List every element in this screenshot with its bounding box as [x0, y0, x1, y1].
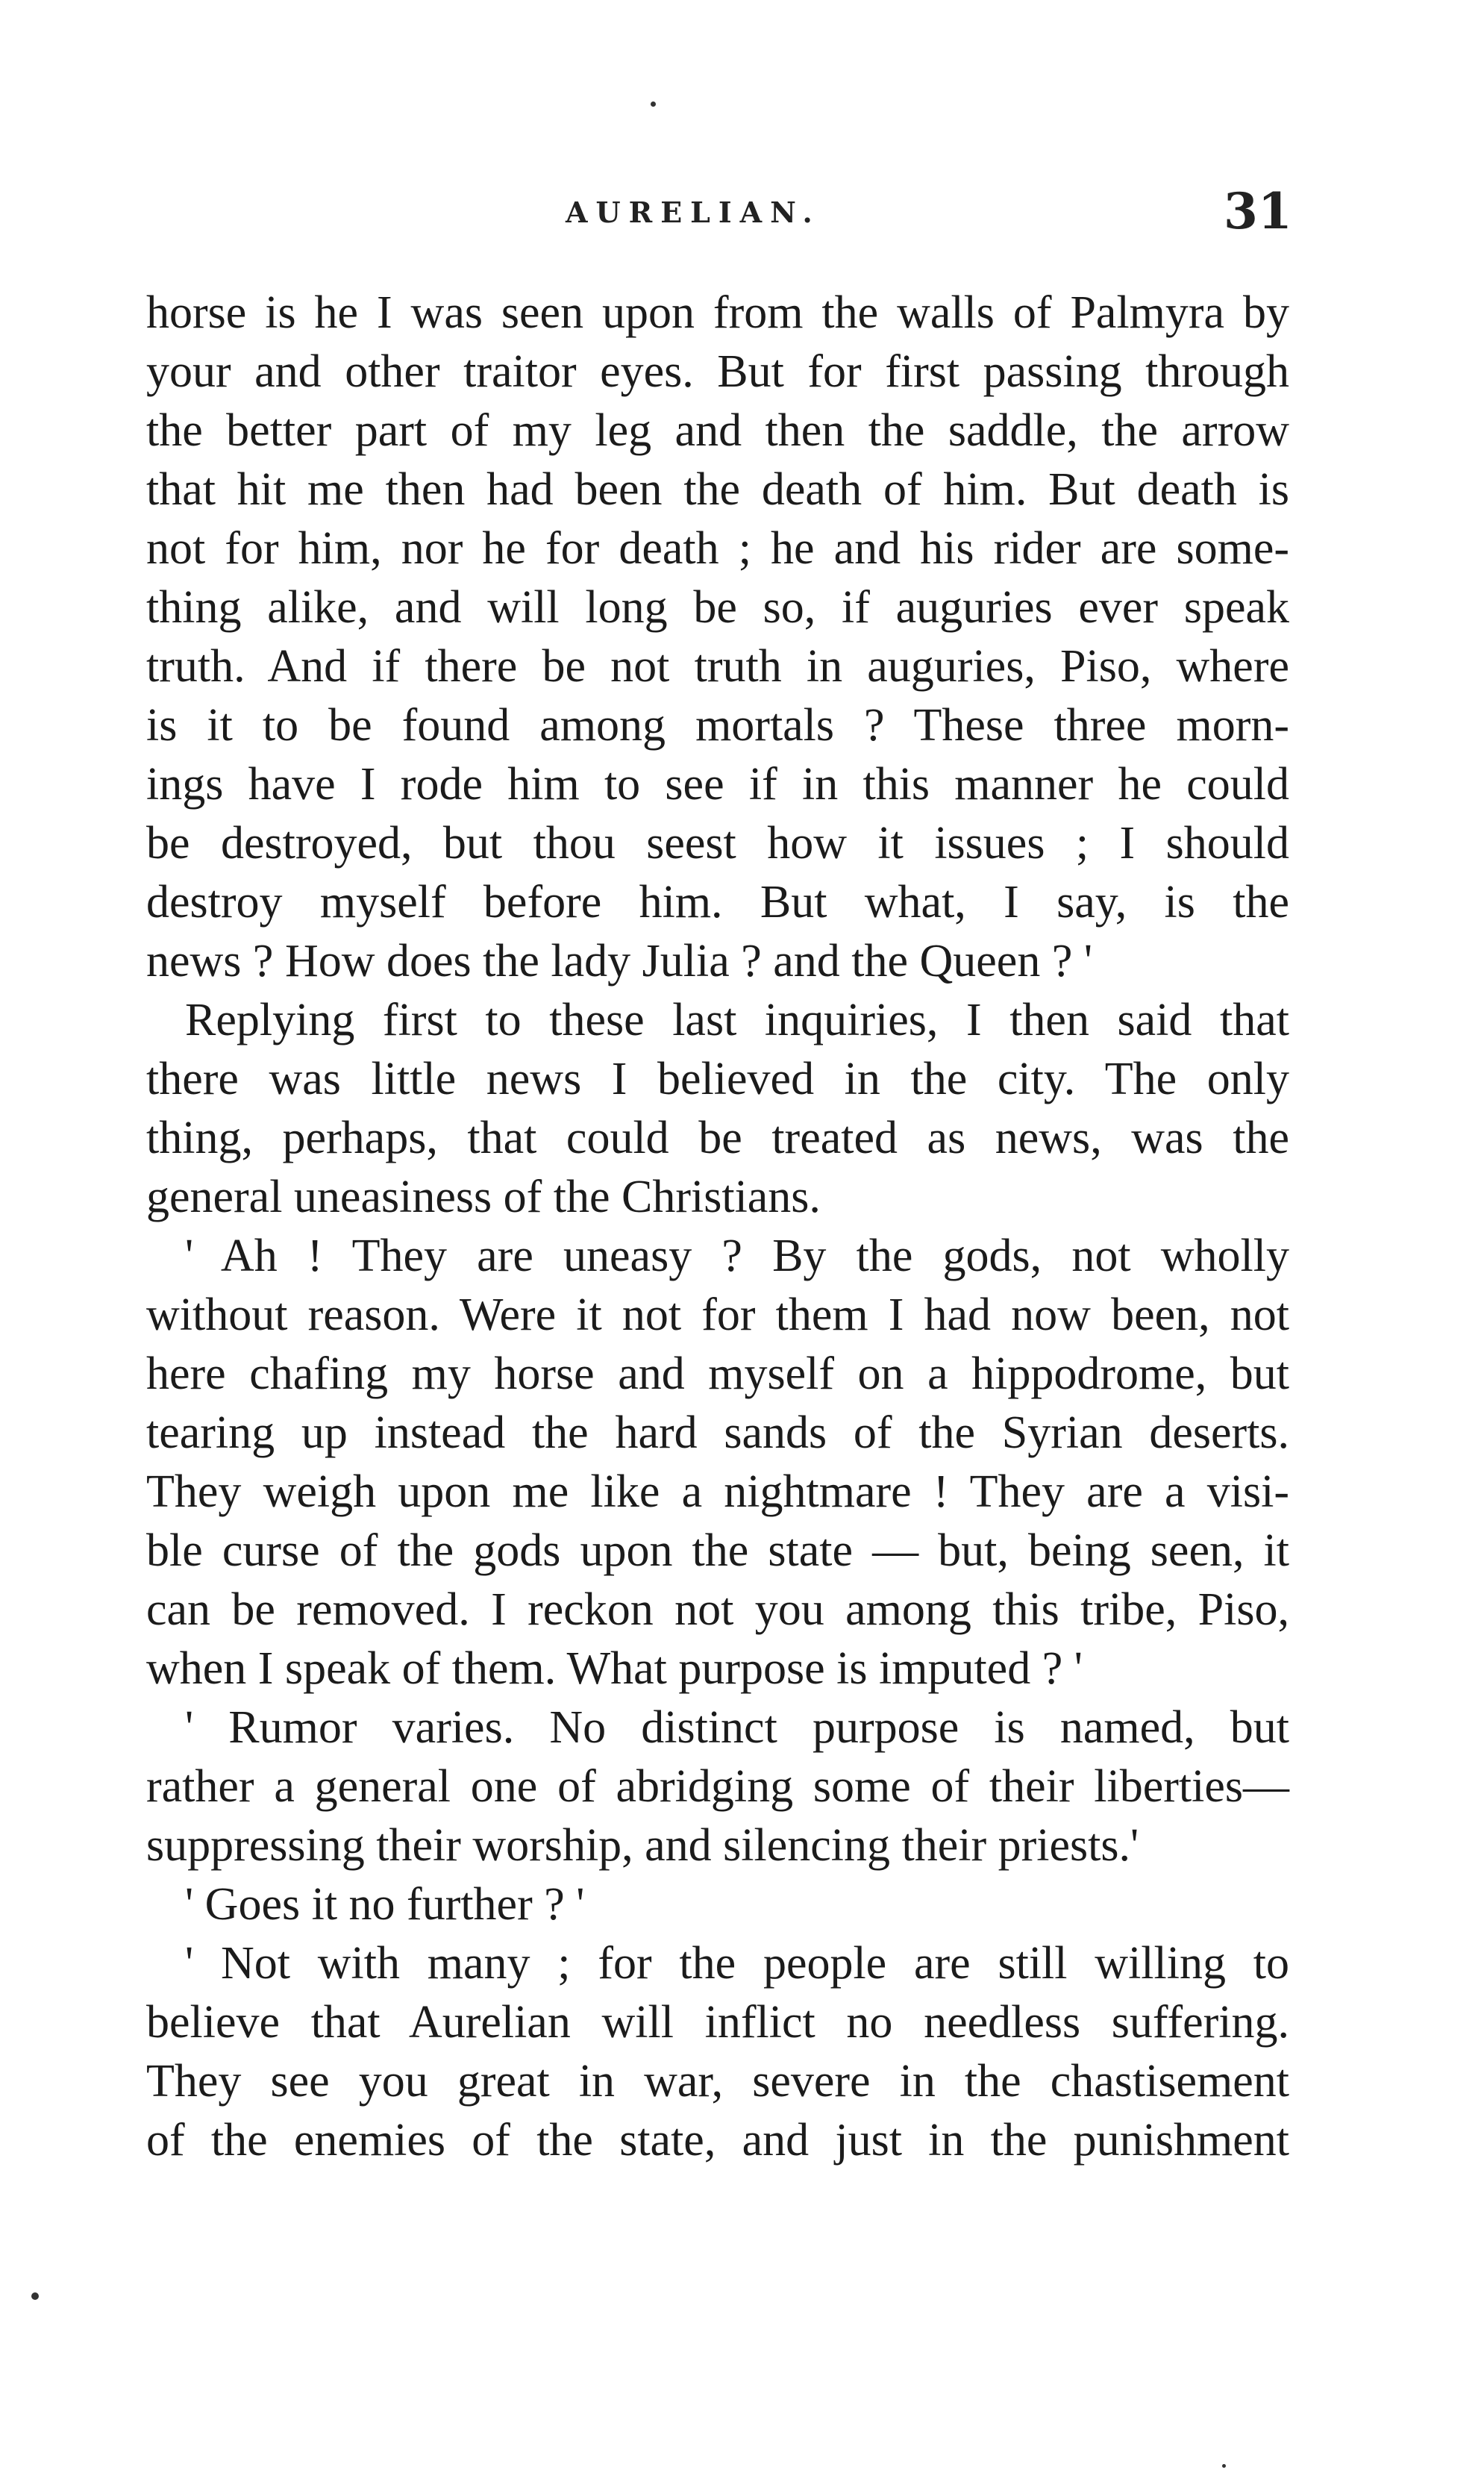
text-line: Replying first to these last inquiries, I then said that	[185, 995, 1289, 1045]
text-line: They see you great in war, severe in the chastisement	[146, 2056, 1289, 2107]
text-line: that hit me then had been the death of him. But death is	[146, 464, 1289, 515]
scan-speck	[31, 2292, 39, 2300]
text-line: not for him, nor he for death ; he and his rider are some-	[146, 523, 1289, 574]
text-line: They weigh upon me like a nightmare ! They are a visi-	[146, 1466, 1289, 1517]
text-line: truth. And if there be not truth in auguries, Piso, where	[146, 641, 1289, 692]
text-line: here chafing my horse and myself on a hippodrome, but	[146, 1348, 1289, 1399]
body-text	[146, 284, 1289, 2170]
text-line: is it to be found among mortals ? These three morn-	[146, 700, 1289, 751]
text-line: destroy myself before him. But what, I say, is the	[146, 877, 1289, 928]
text-line: without reason. Were it not for them I had now been, not	[146, 1289, 1289, 1340]
text-line: ' Rumor varies. No distinct purpose is named, but	[185, 1702, 1289, 1753]
running-title: AURELIAN.	[566, 196, 821, 229]
page-number: 31	[1224, 182, 1292, 240]
text-line: news ? How does the lady Julia ? and the Queen ? '	[146, 936, 1093, 987]
text-line: thing, perhaps, that could be treated as news, was the	[146, 1113, 1289, 1163]
text-line: general uneasiness of the Christians.	[146, 1172, 821, 1222]
text-line: ings have I rode him to see if in this manner he could	[146, 759, 1289, 810]
text-line: thing alike, and will long be so, if auguries ever speak	[146, 582, 1289, 633]
text-line: the better part of my leg and then the saddle, the arrow	[146, 405, 1289, 456]
text-line: of the enemies of the state, and just in the punishment	[146, 2115, 1289, 2166]
text-line: your and other traitor eyes. But for first passing through	[146, 346, 1289, 397]
scan-speck	[1222, 2464, 1226, 2468]
text-line: can be removed. I reckon not you among this tribe, Piso,	[146, 1584, 1289, 1635]
text-line: when I speak of them. What purpose is imputed ? '	[146, 1643, 1083, 1694]
text-line: horse is he I was seen upon from the walls of Palmyra by	[146, 287, 1289, 338]
text-line: ble curse of the gods upon the state — but, being seen, it	[146, 1525, 1289, 1576]
text-line: there was little news I believed in the city. The only	[146, 1054, 1289, 1104]
scan-speck	[651, 101, 656, 107]
text-line: be destroyed, but thou seest how it issues ; I should	[146, 818, 1289, 869]
text-line: suppressing their worship, and silencing their priests.'	[146, 1820, 1139, 1871]
text-line: rather a general one of abridging some of their liberties—	[146, 1761, 1289, 1812]
text-line: believe that Aurelian will inflict no needless suffering.	[146, 1997, 1289, 2048]
text-line: tearing up instead the hard sands of the Syrian deserts.	[146, 1407, 1289, 1458]
text-line: ' Goes it no further ? '	[185, 1879, 585, 1930]
text-line: ' Ah ! They are uneasy ? By the gods, not wholly	[185, 1231, 1289, 1281]
text-line: ' Not with many ; for the people are still willing to	[185, 1938, 1289, 1989]
